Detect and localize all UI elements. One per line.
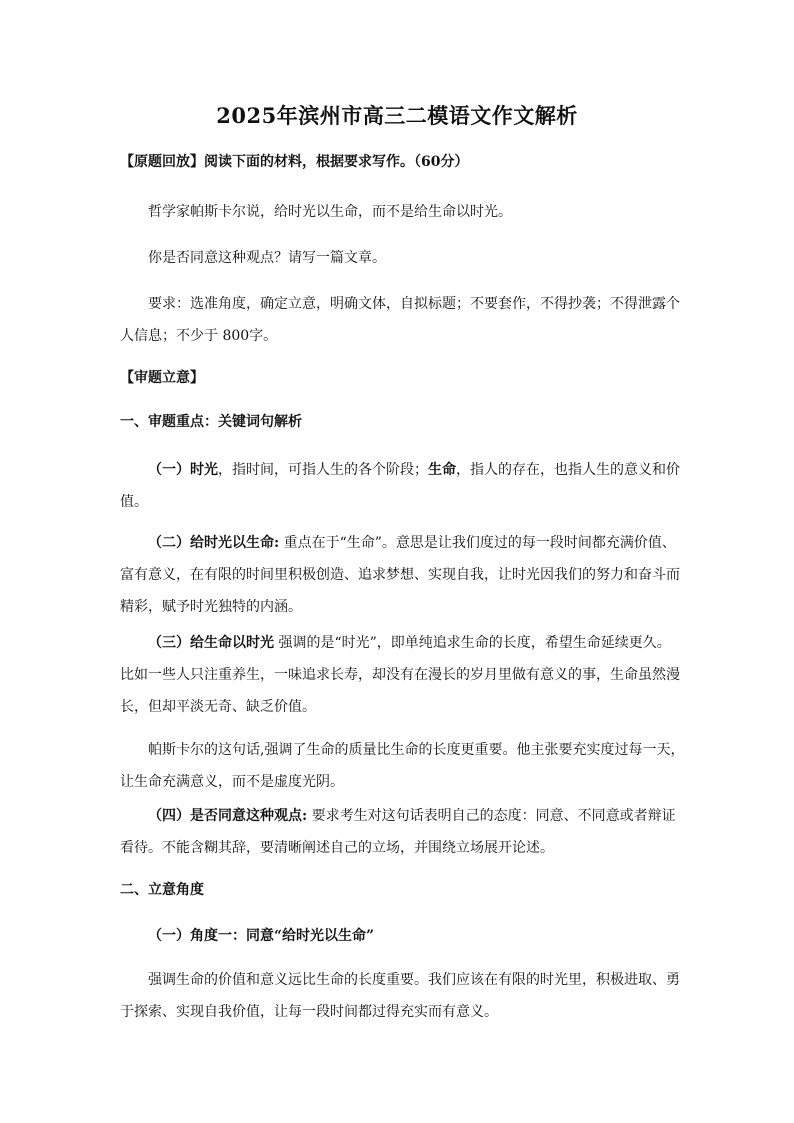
angle1-paragraph [120,964,680,1028]
angle1-line-1: 强调生命的价值和意义远比生命的长度重要。我们应该在有限的时光里，积极进取、勇 [148,972,680,988]
item1-text: ，指时间，可指人生的各个阶段； [218,462,428,478]
prompt-requirements [120,288,680,352]
requirement-line-1: 要求：选准角度，确定立意，明确文体，自拟标题；不要套作，不得抄袭；不得泄露个 [148,296,680,312]
item3-text: 强调的是“时光”，即单纯追求生命的长度，希望生命延续更久。 [274,635,671,651]
section1-title: 一、审题重点：关键词句解析 [120,414,302,430]
summary-line-2: 让生命充满意义，而不是虚度光阴。 [120,774,344,790]
document-title: 2025年滨州市高三二模语文作文解析 [216,103,578,128]
item2-line-2: 富有意义，在有限的时间里积极创造、追求梦想、实现自我，让时光因我们的努力和奋斗而 [120,567,680,583]
item2-paragraph [120,527,680,623]
item2-line-3: 精彩，赋予时光独特的内涵。 [120,599,302,615]
item3-label: （三）给生命以时光 [148,635,274,651]
item1-line-2: 值。 [120,494,148,510]
section2-title: 二、立意角度 [120,882,204,898]
analysis-header: 【审题立意】 [120,370,204,386]
item2-label: （二）给时光以生命: [148,535,280,551]
item1-paragraph [120,454,680,518]
item3-line-2: 比如一些人只注重养生，一味追求长寿，却没有在漫长的岁月里做有意义的事，生命虽然漫 [120,667,680,683]
requirement-line-2: 人信息；不少于 800字。 [120,328,278,344]
item1-term: 生命 [428,462,456,478]
item4-line-2: 看待。不能含糊其辞，要清晰阐述自己的立场，并围绕立场展开论述。 [120,840,554,856]
item4-label: （四）是否同意这种观点: [148,808,308,824]
summary-paragraph [120,734,685,798]
prompt-question: 你是否同意这种观点？请写一篇文章。 [148,250,386,266]
item1-text-2: ，指人的存在，也指人生的意义和价 [456,462,680,478]
item3-paragraph [120,627,680,723]
item3-line-3: 长，但却平淡无奇、缺乏价值。 [120,699,316,715]
item4-text: 要求考生对这句话表明自己的态度：同意、不同意或者辩证 [307,808,676,824]
item2-text: 重点在于“生命”。意思是让我们度过的每一段时间都充满价值、 [279,535,676,551]
angle1-line-2: 于探索、实现自我价值，让每一段时间都过得充实而有意义。 [120,1004,498,1020]
summary-line-1: 帕斯卡尔的这句话,强调了生命的质量比生命的长度更重要。他主张要充实度过每一天， [148,742,685,758]
prompt-material: 哲学家帕斯卡尔说，给时光以生命，而不是给生命以时光。 [148,204,512,220]
item1-label: （一）时光 [148,462,218,478]
prompt-header: 【原题回放】阅读下面的材料，根据要求写作。（60分） [120,154,469,170]
angle1-title: （一）角度一：同意“给时光以生命” [148,928,375,944]
item4-paragraph [120,800,680,864]
